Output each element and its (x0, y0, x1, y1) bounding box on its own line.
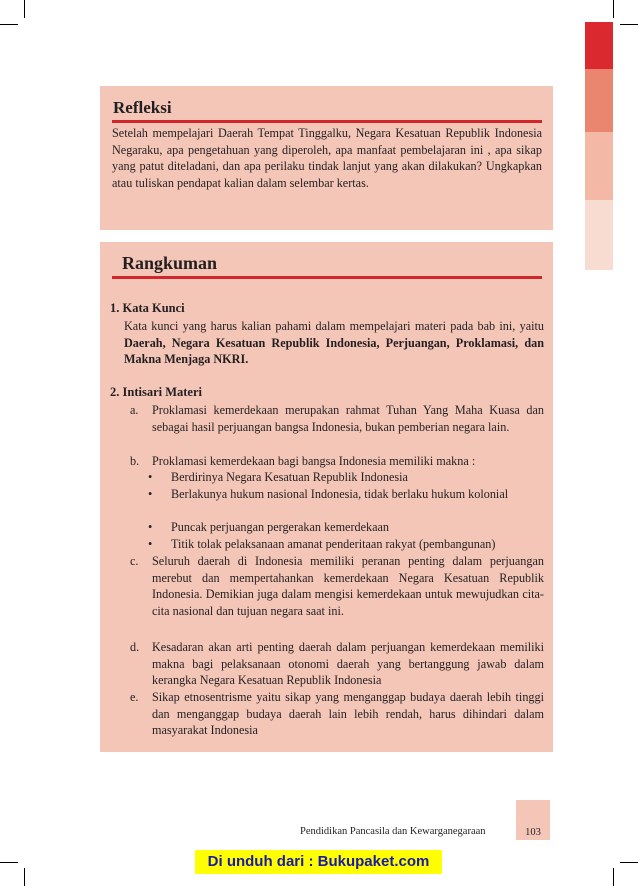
list-item-text: Seluruh daerah di Indonesia memiliki peranan penting dalam perjuangan merebut dan mempertahankan kemerdekaan Negara Kesatuan Republik Indonesia. Demikian juga dalam mengisi kemerdekaan untuk mewujudkan cita-cita nasional dan tujuan negara saat ini. (152, 554, 544, 618)
bullet-icon: • (148, 470, 153, 484)
kata-kunci-heading: 1. Kata Kunci (110, 301, 185, 315)
bullet-icon: • (148, 487, 153, 501)
list-item-label: b. (130, 454, 140, 468)
list-item (130, 553, 544, 637)
bullet-item (148, 469, 544, 486)
bullet-item (148, 536, 544, 553)
crop-mark (613, 868, 614, 886)
refleksi-title: Refleksi (113, 98, 172, 117)
chapter-tab (585, 132, 613, 200)
intisari-heading: 2. Intisari Materi (110, 385, 202, 399)
footer-book-title: Pendidikan Pancasila dan Kewarganegaraan (300, 826, 486, 837)
crop-mark (0, 862, 18, 863)
kata-kunci-intro: Kata kunci yang harus kalian pahami dalam mempelajari materi pada bab ini, yaitu (124, 319, 544, 333)
rangkuman-title: Rangkuman (122, 253, 218, 273)
list-item-text: Proklamasi kemerdekaan merupakan rahmat Tuhan Yang Maha Kuasa dan sebagai hasil perjuangan bangsa Indonesia, bukan pemberian negara lain. (152, 403, 544, 434)
bullet-text: Titik tolak pelaksanaan amanat penderitaan rakyat (pembangunan) (171, 537, 496, 551)
bullet-text: Berlakunya hukum nasional Indonesia, tidak berlaku hukum kolonial (171, 487, 509, 501)
bullet-icon: • (148, 537, 153, 551)
list-item (130, 689, 544, 739)
list-item-text: Proklamasi kemerdekaan bagi bangsa Indonesia memiliki makna : (152, 454, 476, 468)
list-item-text: Sikap etnosentrisme yaitu sikap yang menganggap budaya daerah lebih tinggi dan menganggap budaya daerah lain lebih rendah, harus dihindari dalam masyarakat Indonesia (152, 690, 544, 737)
list-item (130, 402, 544, 452)
bullet-text: Berdirinya Negara Kesatuan Republik Indonesia (171, 470, 408, 484)
chapter-tab (585, 200, 613, 270)
rangkuman-rule (112, 276, 542, 279)
bullet-item (148, 486, 544, 519)
page-number: 103 (516, 800, 550, 840)
crop-mark (24, 0, 25, 18)
crop-mark (620, 24, 638, 25)
chapter-tab (585, 22, 613, 69)
bullet-text: Puncak perjuangan pergerakan kemerdekaan (171, 520, 390, 534)
download-banner[interactable]: Di unduh dari : Bukupaket.com (195, 850, 442, 874)
list-item-label: d. (130, 640, 140, 654)
crop-mark (613, 0, 614, 18)
list-item-text: Kesadaran akan arti penting daerah dalam perjuangan kemerdekaan memiliki makna bagi pelaksanaan otonomi daerah yang bertanggung jawab dalam kerangka Negara Kesatuan Republik Indonesia (152, 640, 544, 687)
list-item-label: c. (130, 554, 139, 568)
refleksi-rule (112, 120, 542, 123)
bullet-item (148, 519, 544, 536)
refleksi-text: Setelah mempelajari Daerah Tempat Tinggalku, Negara Kesatuan Republik Indonesia Negaraku, apa pengetahuan yang diperoleh, apa manfaat pembelajaran ini , apa sikap yang patut diteladani, dan apa perilaku tindak lanjut yang akan dilakukan? Ungkapkan atau tuliskan pendapat kalian dalam selembar kertas. (112, 126, 542, 190)
list-item (130, 453, 544, 470)
kata-kunci-text (124, 318, 544, 368)
list-item (130, 639, 544, 689)
bullet-icon: • (148, 520, 153, 534)
list-item-label: a. (130, 403, 139, 417)
list-item-label: e. (130, 690, 139, 704)
kata-kunci-keywords: Daerah, Negara Kesatuan Republik Indonesia, Perjuangan, Proklamasi, dan Makna Menjaga NKRI. (124, 335, 544, 366)
crop-mark (24, 868, 25, 886)
crop-mark (620, 862, 638, 863)
crop-mark (0, 24, 18, 25)
chapter-tab (585, 69, 613, 132)
